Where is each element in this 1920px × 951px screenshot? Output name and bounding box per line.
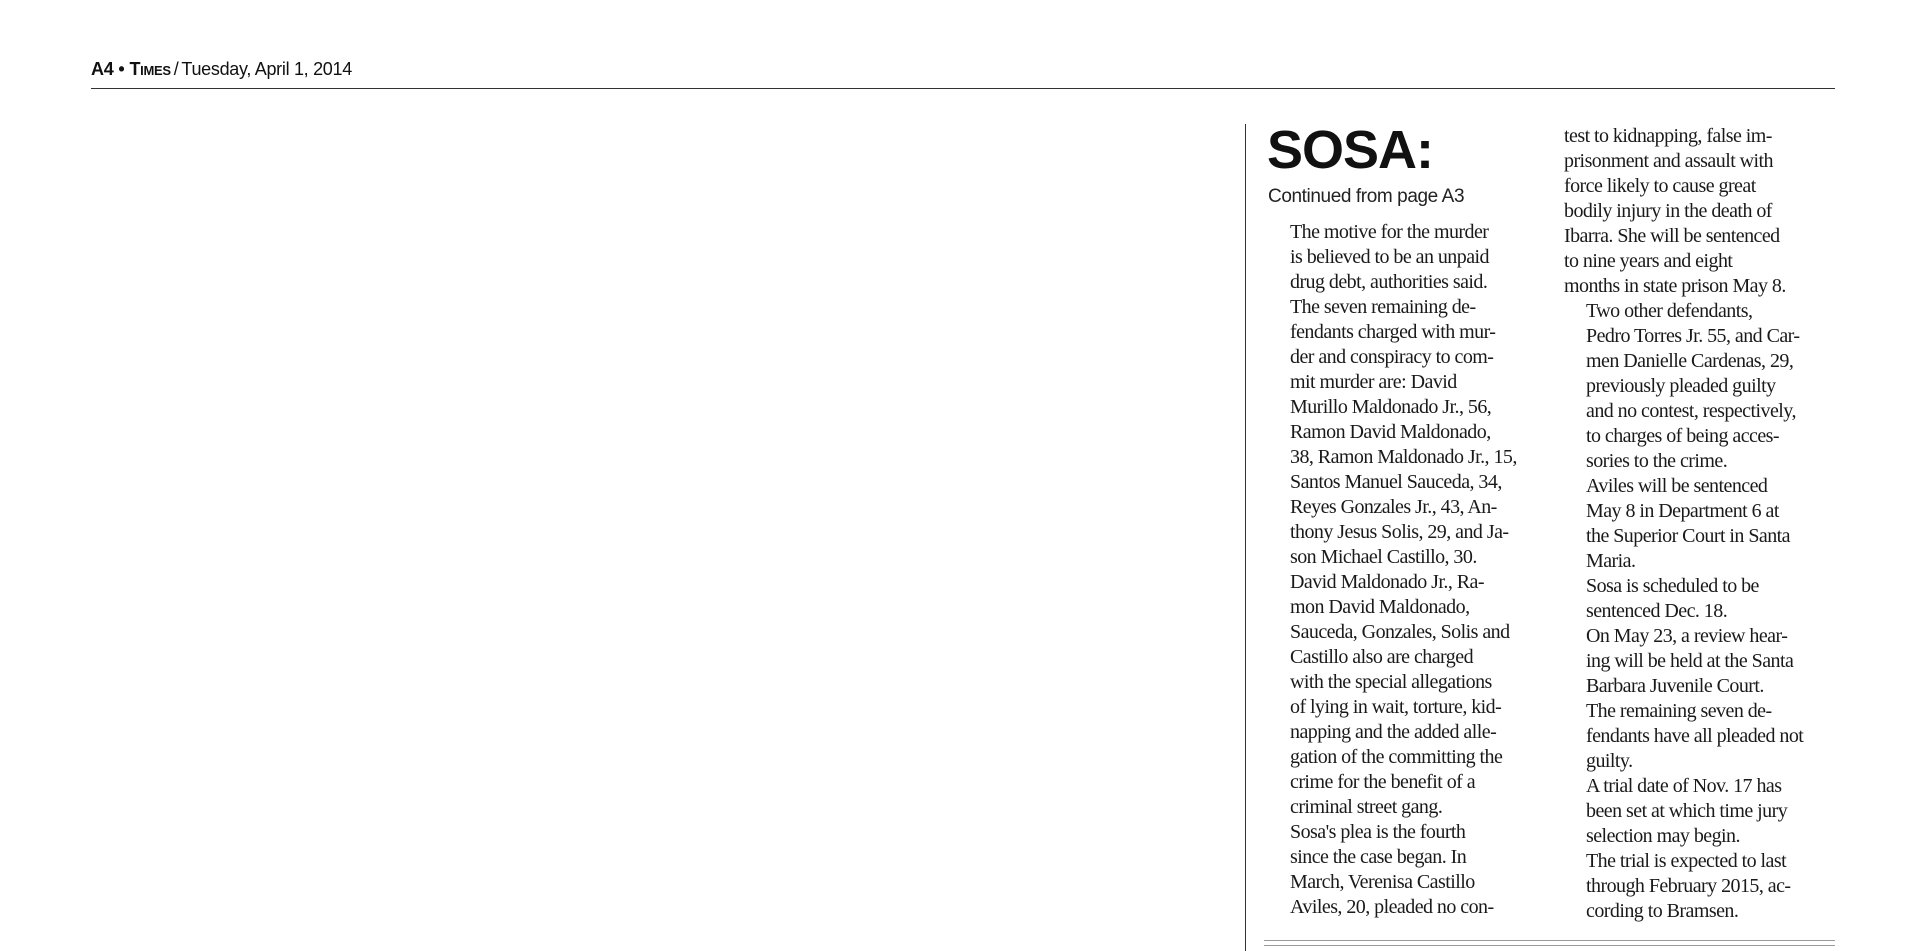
text-line: Ramon David Maldonado, (1290, 421, 1491, 443)
article-paragraph-continued (1564, 124, 1835, 299)
jump-line: Continued from page A3 (1268, 186, 1465, 207)
text-line: the Superior Court in Santa (1586, 525, 1791, 547)
text-line: Pedro Torres Jr. 55, and Car- (1586, 325, 1800, 347)
article-column-right (1564, 124, 1835, 924)
text-line: crime for the benefit of a (1290, 771, 1476, 793)
text-line: Ibarra. She will be sentenced (1564, 225, 1780, 247)
article-paragraph (1268, 220, 1543, 295)
article-paragraph (1564, 624, 1835, 699)
text-line: is believed to be an unpaid (1290, 246, 1489, 268)
text-line: selection may begin. (1586, 825, 1740, 847)
folio-bullet: • (118, 59, 125, 79)
text-line: Reyes Gonzales Jr., 43, An- (1290, 496, 1497, 518)
text-line: men Danielle Cardenas, 29, (1586, 350, 1794, 372)
text-line: prisonment and assault with (1564, 150, 1774, 172)
text-line: Sosa is scheduled to be (1586, 575, 1759, 597)
text-line: since the case began. In (1290, 846, 1467, 868)
text-line: thony Jesus Solis, 29, and Ja- (1290, 521, 1509, 543)
folio-slash: / (173, 59, 179, 79)
issue-date: Tuesday, April 1, 2014 (181, 59, 352, 79)
text-line: On May 23, a review hear- (1586, 625, 1788, 647)
text-line: mit murder are: David (1290, 371, 1457, 393)
text-line: fendants charged with mur- (1290, 321, 1496, 343)
text-line: Barbara Juvenile Court. (1586, 675, 1764, 697)
text-line: fendants have all pleaded not (1586, 725, 1804, 747)
text-line: bodily injury in the death of (1564, 200, 1772, 222)
text-line: Aviles will be sentenced (1586, 475, 1768, 497)
text-line: ing will be held at the Santa (1586, 650, 1794, 672)
text-line: The trial is expected to last (1586, 850, 1787, 872)
text-line: and no contest, respectively, (1586, 400, 1796, 422)
newspaper-name: Times (129, 59, 171, 79)
text-line: to charges of being acces- (1586, 425, 1780, 447)
text-line: been set at which time jury (1586, 800, 1788, 822)
column-divider (1245, 124, 1246, 951)
page-folio (91, 58, 352, 80)
article-paragraph (1564, 699, 1835, 774)
article-paragraph (1268, 295, 1543, 570)
article-column-left (1268, 220, 1543, 920)
page-number: A4 (91, 59, 114, 79)
text-line: gation of the committing the (1290, 746, 1503, 768)
text-line: der and conspiracy to com- (1290, 346, 1494, 368)
text-line: son Michael Castillo, 30. (1290, 546, 1477, 568)
text-line: cording to Bramsen. (1586, 900, 1739, 922)
article-paragraph (1268, 570, 1543, 820)
text-line: Aviles, 20, pleaded no con- (1290, 896, 1494, 918)
text-line: criminal street gang. (1290, 796, 1443, 818)
article-headline: SOSA: (1267, 120, 1434, 180)
text-line: Sauceda, Gonzales, Solis and (1290, 621, 1510, 643)
header-rule (91, 88, 1835, 89)
text-line: Sosa's plea is the fourth (1290, 821, 1466, 843)
text-line: Two other defendants, (1586, 300, 1753, 322)
text-line: The remaining seven de- (1586, 700, 1772, 722)
article-paragraph (1564, 299, 1835, 474)
text-line: guilty. (1586, 750, 1633, 772)
text-line: Maria. (1586, 550, 1636, 572)
text-line: A trial date of Nov. 17 has (1586, 775, 1782, 797)
text-line: to nine years and eight (1564, 250, 1733, 272)
text-line: mon David Maldonado, (1290, 596, 1470, 618)
text-line: The motive for the murder (1290, 221, 1489, 243)
text-line: napping and the added alle- (1290, 721, 1497, 743)
text-line: months in state prison May 8. (1564, 275, 1786, 297)
text-line: drug debt, authorities said. (1290, 271, 1488, 293)
article-paragraph (1564, 849, 1835, 924)
article-paragraph (1564, 574, 1835, 624)
text-line: sentenced Dec. 18. (1586, 600, 1728, 622)
text-line: Murillo Maldonado Jr., 56, (1290, 396, 1492, 418)
text-line: test to kidnapping, false im- (1564, 125, 1772, 147)
text-line: of lying in wait, torture, kid- (1290, 696, 1502, 718)
text-line: March, Verenisa Castillo (1290, 871, 1475, 893)
text-line: David Maldonado Jr., Ra- (1290, 571, 1484, 593)
text-line: sories to the crime. (1586, 450, 1728, 472)
text-line: The seven remaining de- (1290, 296, 1476, 318)
bottom-rule (1264, 940, 1835, 946)
article-paragraph (1564, 774, 1835, 849)
text-line: May 8 in Department 6 at (1586, 500, 1779, 522)
text-line: with the special allegations (1290, 671, 1492, 693)
text-line: Castillo also are charged (1290, 646, 1474, 668)
article-paragraph (1268, 820, 1543, 920)
text-line: 38, Ramon Maldonado Jr., 15, (1290, 446, 1517, 468)
article-paragraph (1564, 474, 1835, 574)
text-line: force likely to cause great (1564, 175, 1756, 197)
text-line: through February 2015, ac- (1586, 875, 1791, 897)
text-line: Santos Manuel Sauceda, 34, (1290, 471, 1502, 493)
text-line: previously pleaded guilty (1586, 375, 1776, 397)
